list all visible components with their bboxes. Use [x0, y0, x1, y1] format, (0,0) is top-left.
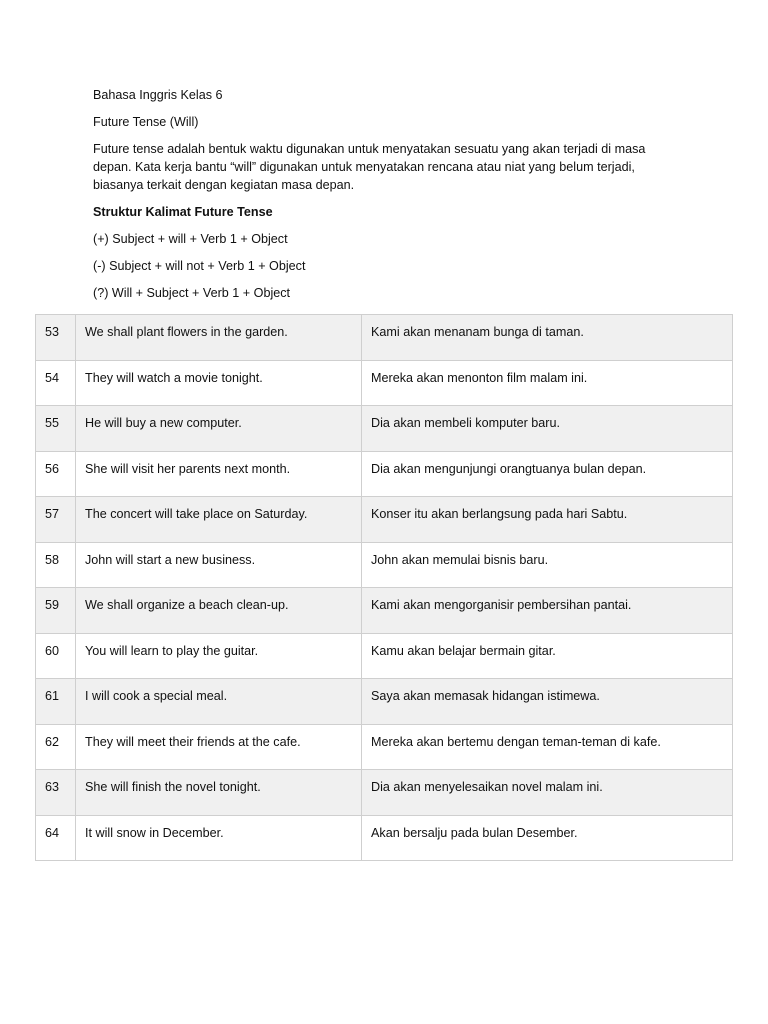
- row-number: 56: [36, 451, 76, 497]
- table-row: [36, 724, 733, 770]
- english-sentence: I will cook a special meal.: [76, 679, 362, 725]
- indonesian-translation: Dia akan menyelesaikan novel malam ini.: [362, 770, 733, 816]
- table-row: [36, 815, 733, 861]
- indonesian-translation: Kami akan menanam bunga di taman.: [362, 315, 733, 361]
- indonesian-translation: Dia akan membeli komputer baru.: [362, 406, 733, 452]
- indonesian-translation: Mereka akan bertemu dengan teman-teman di kafe.: [362, 724, 733, 770]
- table-row: [36, 451, 733, 497]
- english-sentence: They will watch a movie tonight.: [76, 360, 362, 406]
- english-sentence: We shall plant flowers in the garden.: [76, 315, 362, 361]
- row-number: 57: [36, 497, 76, 543]
- table-row: [36, 770, 733, 816]
- english-sentence: They will meet their friends at the cafe.: [76, 724, 362, 770]
- table-row: [36, 315, 733, 361]
- indonesian-translation: Saya akan memasak hidangan istimewa.: [362, 679, 733, 725]
- formula-question: (?) Will + Subject + Verb 1 + Object: [93, 286, 291, 300]
- english-sentence: The concert will take place on Saturday.: [76, 497, 362, 543]
- row-number: 53: [36, 315, 76, 361]
- table-row: [36, 588, 733, 634]
- row-number: 61: [36, 679, 76, 725]
- description-paragraph: Future tense adalah bentuk waktu digunakan untuk menyatakan sesuatu yang akan terjadi di masa depan. Kata kerja bantu “will” digunakan untuk menyatakan rencana atau niat yang belum terjadi, biasanya terkait dengan kegiatan masa depan.: [93, 142, 646, 192]
- english-sentence: She will finish the novel tonight.: [76, 770, 362, 816]
- subject-line: Bahasa Inggris Kelas 6: [93, 88, 223, 102]
- row-number: 59: [36, 588, 76, 634]
- indonesian-translation: Kamu akan belajar bermain gitar.: [362, 633, 733, 679]
- row-number: 62: [36, 724, 76, 770]
- formula-negative: (-) Subject + will not + Verb 1 + Object: [93, 259, 306, 273]
- structure-heading: Struktur Kalimat Future Tense: [93, 205, 273, 219]
- indonesian-translation: Konser itu akan berlangsung pada hari Sabtu.: [362, 497, 733, 543]
- table-row: [36, 679, 733, 725]
- sentence-table: [35, 314, 733, 861]
- table-row: [36, 633, 733, 679]
- indonesian-translation: John akan memulai bisnis baru.: [362, 542, 733, 588]
- english-sentence: John will start a new business.: [76, 542, 362, 588]
- document-header: [93, 86, 673, 302]
- english-sentence: She will visit her parents next month.: [76, 451, 362, 497]
- row-number: 60: [36, 633, 76, 679]
- row-number: 63: [36, 770, 76, 816]
- table-row: [36, 542, 733, 588]
- row-number: 54: [36, 360, 76, 406]
- indonesian-translation: Kami akan mengorganisir pembersihan pantai.: [362, 588, 733, 634]
- table-row: [36, 360, 733, 406]
- english-sentence: He will buy a new computer.: [76, 406, 362, 452]
- table-row: [36, 497, 733, 543]
- topic-title: Future Tense (Will): [93, 115, 199, 129]
- english-sentence: It will snow in December.: [76, 815, 362, 861]
- table-row: [36, 406, 733, 452]
- indonesian-translation: Mereka akan menonton film malam ini.: [362, 360, 733, 406]
- formula-positive: (+) Subject + will + Verb 1 + Object: [93, 232, 288, 246]
- row-number: 64: [36, 815, 76, 861]
- indonesian-translation: Akan bersalju pada bulan Desember.: [362, 815, 733, 861]
- english-sentence: You will learn to play the guitar.: [76, 633, 362, 679]
- row-number: 55: [36, 406, 76, 452]
- row-number: 58: [36, 542, 76, 588]
- english-sentence: We shall organize a beach clean-up.: [76, 588, 362, 634]
- indonesian-translation: Dia akan mengunjungi orangtuanya bulan depan.: [362, 451, 733, 497]
